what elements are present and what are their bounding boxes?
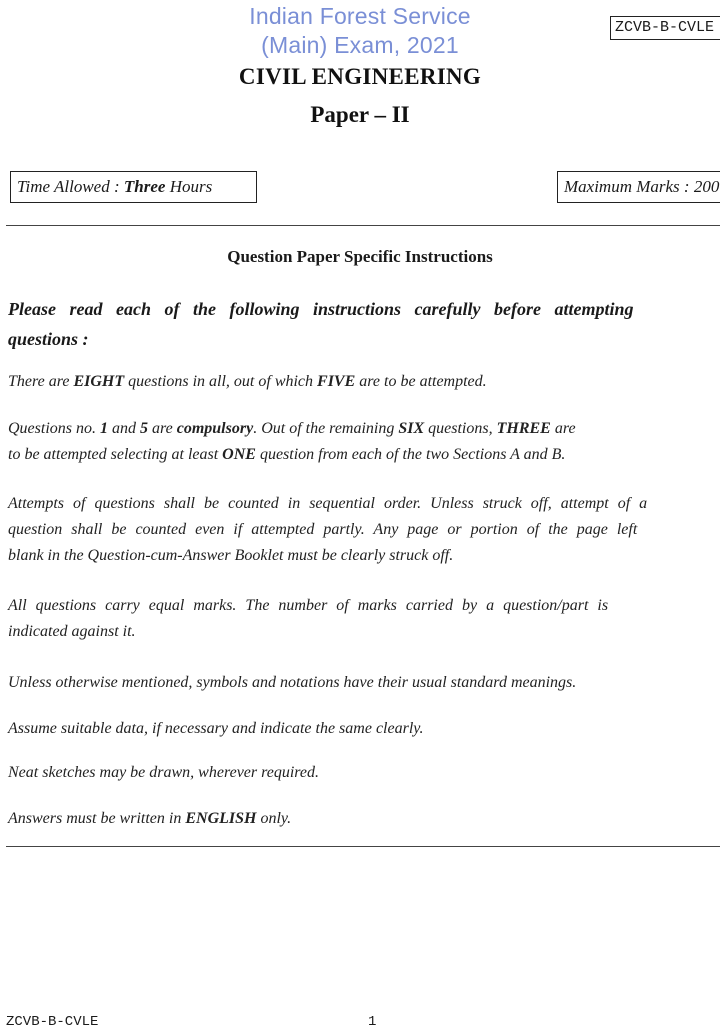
instruction-8 [8,806,720,832]
instruction-3-line-2: question shall be counted even if attempted partly. Any page or portion of the page left [8,521,638,538]
instruction-1-bold-1: EIGHT [73,373,125,390]
i2-b2: 5 [140,420,148,437]
i2-t8: question from each of the two Sections A and B. [255,446,566,463]
instruction-3-line-1: Attempts of questions shall be counted in sequential order. Unless struck off, attempt of a [8,495,648,512]
divider-top [6,225,720,226]
instruction-1 [8,369,720,395]
instruction-6: Assume suitable data, if necessary and indicate the same clearly. [8,720,424,737]
i2-t6: are [550,420,576,437]
paper-number: Paper – II [310,102,410,127]
instruction-2 [8,416,720,468]
i2-t2: and [108,420,140,437]
lead-line-1: Please read each of the following instructions carefully before attempting [8,299,634,319]
divider-bottom [6,846,720,847]
instruction-1-text-d: are to be attempted. [355,373,487,390]
subject-title: CIVIL ENGINEERING [238,64,482,89]
i2-t4: . Out of the remaining [253,420,399,437]
i2-t7: to be attempted selecting at least [8,446,223,463]
instruction-8-text-a: Answers must be written in [8,810,186,827]
instruction-4-line-1: All questions carry equal marks. The number of marks carried by a question/part is [8,597,609,614]
i2-b3: compulsory [176,420,254,437]
paper-code-box: ZCVB-B-CVLE [610,16,720,40]
time-allowed-box [10,171,257,203]
instruction-4-line-2: indicated against it. [8,623,136,640]
time-value: Three [123,177,166,196]
i2-t3: are [148,420,177,437]
i2-b1: 1 [100,420,108,437]
i2-b4: SIX [398,420,425,437]
instruction-3 [8,491,720,569]
instruction-2-line-2 [8,442,720,468]
watermark-line-2: (Main) Exam, 2021 [261,32,459,58]
instruction-1-text-c: questions in all, out of which [124,373,318,390]
lead-line-2: questions : [8,329,89,349]
instruction-2-line-1 [8,416,720,442]
i2-t1: Questions no. [8,420,100,437]
i2-t5: questions, [424,420,497,437]
instruction-1-bold-2: FIVE [317,373,356,390]
instruction-4 [8,593,720,645]
page-number: 1 [368,1014,377,1030]
instructions-heading: Question Paper Specific Instructions [227,247,493,266]
instructions-lead [8,294,720,354]
instruction-8-bold: ENGLISH [185,810,257,827]
maximum-marks-box: Maximum Marks : 200 [557,171,720,203]
instruction-3-line-3: blank in the Question-cum-Answer Booklet must be clearly struck off. [8,547,454,564]
time-suffix: Hours [165,177,213,196]
instruction-1-text-a: There are [8,373,74,390]
instruction-8-text-c: only. [256,810,292,827]
i2-b5: THREE [496,420,551,437]
instruction-5: Unless otherwise mentioned, symbols and notations have their usual standard meanings. [8,674,577,691]
instruction-7: Neat sketches may be drawn, wherever required. [8,764,320,781]
time-label: Time Allowed : [17,177,124,196]
i2-b6: ONE [222,446,256,463]
footer-paper-code: ZCVB-B-CVLE [6,1014,99,1030]
watermark-line-1: Indian Forest Service [249,3,471,29]
